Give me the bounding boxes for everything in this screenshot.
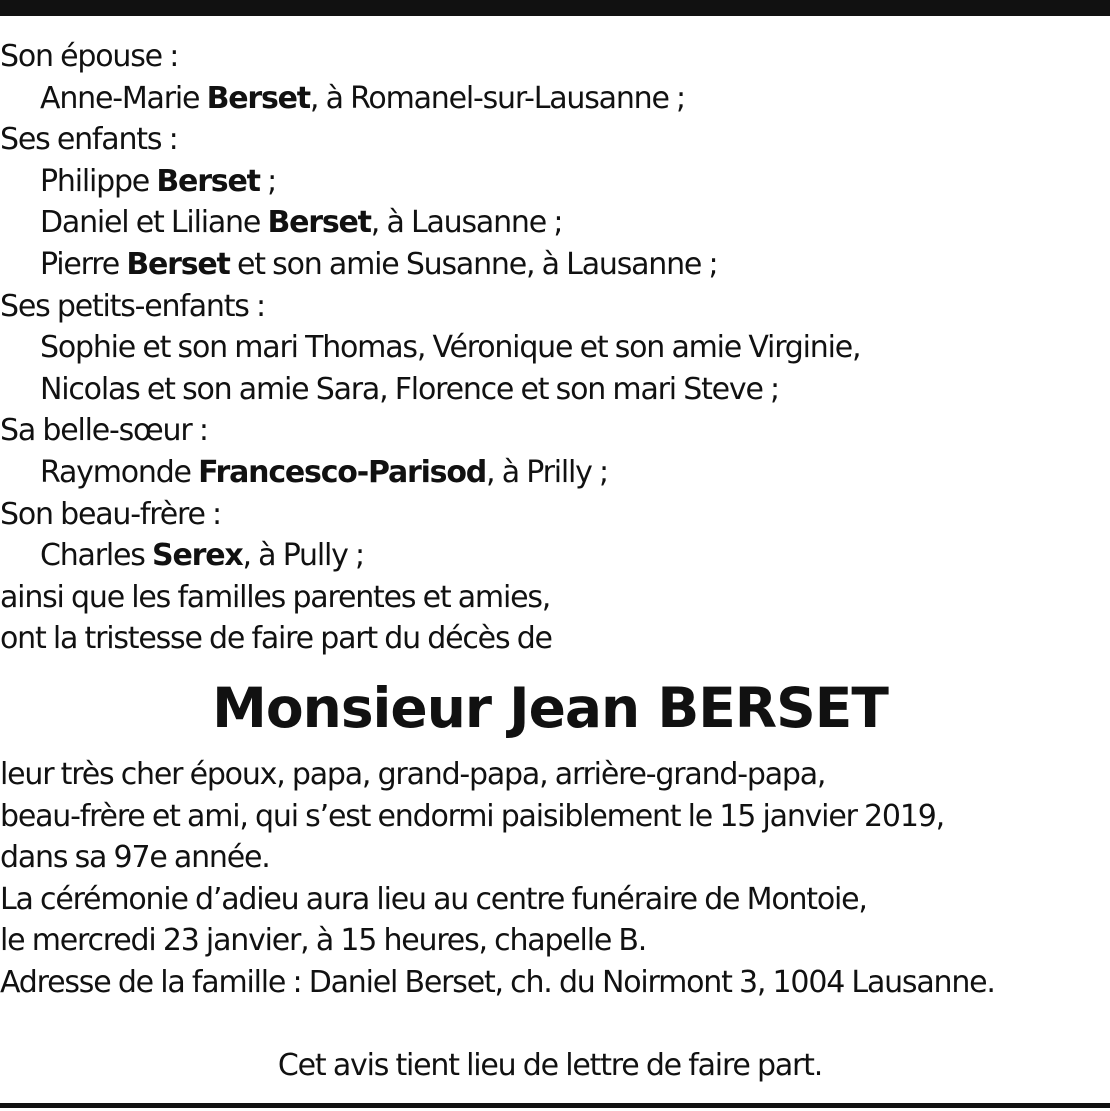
brother-in-law-surname: Serex (152, 538, 243, 574)
brother-in-law-heading: Son beau-frère : (0, 496, 221, 532)
deceased-name: Monsieur Jean BERSET (212, 675, 888, 740)
details-line-3: dans sa 97e année. (0, 840, 270, 876)
closing-note: Cet avis tient lieu de lettre de faire part. (277, 1048, 823, 1084)
children-heading: Ses enfants : (0, 122, 178, 158)
sister-in-law-heading: Sa belle-sœur : (0, 413, 208, 449)
brother-in-law-first-name: Charles (40, 538, 153, 574)
child-entry-pierre (0, 244, 1100, 286)
brother-in-law-entry (0, 535, 1100, 577)
relatives-line: ainsi que les familles parentes et amies, (0, 579, 551, 615)
ceremony-line-2: le mercredi 23 janvier, à 15 heures, chapelle B. (0, 923, 647, 959)
spouse-entry (0, 78, 1100, 120)
spouse-first-name: Anne-Marie (40, 80, 207, 116)
brother-in-law-location: , à Pully ; (242, 538, 364, 574)
sister-in-law-first-name: Raymonde (40, 454, 199, 490)
family-address-line: Adresse de la famille : Daniel Berset, ch. du Noirmont 3, 1004 Lausanne. (0, 964, 995, 1000)
child-first-name: Philippe (40, 163, 157, 199)
ceremony-line-1: La cérémonie d’adieu aura lieu au centre funéraire de Montoie, (0, 881, 867, 917)
child-suffix: , à Lausanne ; (370, 205, 563, 241)
child-entry-daniel (0, 202, 1100, 244)
child-surname: Berset (156, 163, 260, 199)
child-entry-philippe (0, 161, 1100, 203)
announcement-line: ont la tristesse de faire part du décès de (0, 621, 552, 657)
child-surname: Berset (267, 205, 371, 241)
top-border-rule (0, 0, 1110, 16)
spouse-heading: Son épouse : (0, 39, 179, 74)
grandchildren-line-2: Nicolas et son amie Sara, Florence et son mari Steve ; (40, 371, 779, 407)
sister-in-law-location: , à Prilly ; (486, 454, 608, 490)
grandchildren-line-1: Sophie et son mari Thomas, Véronique et son amie Virginie, (40, 330, 861, 366)
child-suffix: et son amie Susanne, à Lausanne ; (229, 246, 718, 282)
sister-in-law-entry (0, 452, 1100, 494)
spouse-surname: Berset (206, 80, 310, 116)
sister-in-law-surname: Francesco-Parisod (198, 454, 487, 490)
grandchildren-heading: Ses petits-enfants : (0, 288, 265, 324)
child-suffix: ; (259, 163, 276, 199)
details-line-1: leur très cher époux, papa, grand-papa, arrière-grand-papa, (0, 756, 826, 792)
spouse-location: , à Romanel-sur-Lausanne ; (309, 80, 685, 116)
child-first-name: Daniel et Liliane (40, 205, 268, 241)
child-surname: Berset (126, 246, 230, 282)
child-first-name: Pierre (40, 246, 127, 282)
obituary-notice (0, 36, 1100, 1087)
details-line-2: beau-frère et ami, qui s’est endormi paisiblement le 15 janvier 2019, (0, 798, 944, 834)
bottom-border-rule (0, 1103, 1110, 1108)
